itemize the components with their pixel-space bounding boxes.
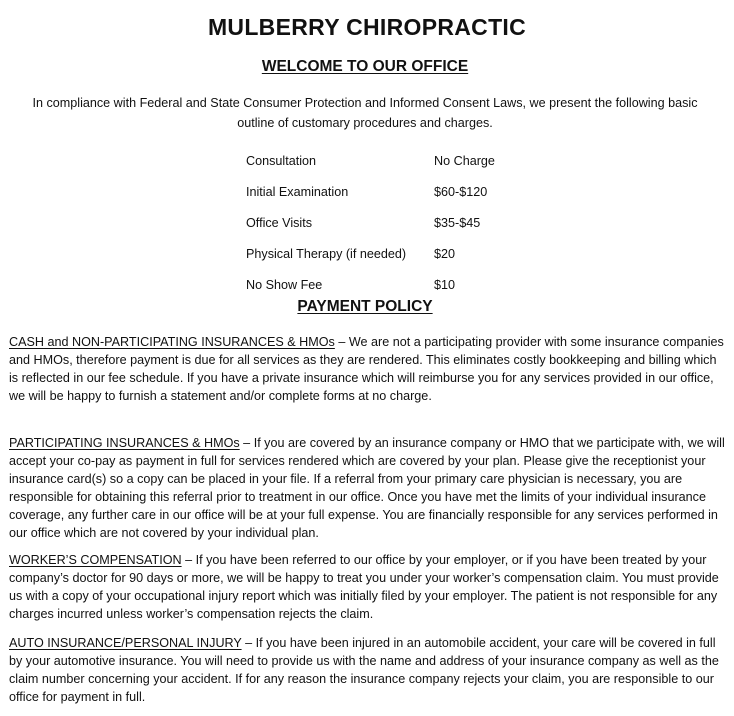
fee-service: Initial Examination	[246, 184, 349, 199]
fee-price: $20	[434, 246, 456, 261]
fee-row	[246, 176, 495, 207]
policy-section-text: – We are not a participating provider with some insurance companies and HMOs, therefore payment is due for all services as they are rendered. This eliminates costly bookkeeping and billing which is reflected in our fee schedule. If you have a private insurance which will reimburse you for any services provided in our office, we will be happy to furnish a statement and/or complete forms at no charge.	[9, 335, 724, 403]
intro-paragraph: In compliance with Federal and State Consumer Protection and Informed Consent Laws, we present the following basic outline of customary procedures and charges.	[32, 96, 698, 130]
fee-price: $60-$120	[434, 184, 488, 199]
policy-section-heading: WORKER’S COMPENSATION	[9, 553, 182, 567]
fee-price: $35-$45	[434, 215, 481, 230]
fee-price: No Charge	[434, 153, 495, 168]
fee-service: No Show Fee	[246, 277, 323, 292]
fee-service: Physical Therapy (if needed)	[246, 246, 407, 261]
policy-section-heading: AUTO INSURANCE/PERSONAL INJURY	[9, 636, 242, 650]
fee-row	[246, 238, 495, 269]
payment-policy-heading: PAYMENT POLICY	[297, 298, 433, 315]
policy-section-auto-insurance	[9, 634, 725, 706]
fee-row	[246, 207, 495, 238]
fee-service: Office Visits	[246, 215, 313, 230]
fee-price: $10	[434, 277, 456, 292]
policy-section-participating	[9, 434, 725, 542]
page-title: MULBERRY CHIROPRACTIC	[207, 14, 527, 40]
fee-service: Consultation	[246, 153, 317, 168]
policy-section-heading: PARTICIPATING INSURANCES & HMOs	[9, 436, 240, 450]
fee-row	[246, 269, 495, 300]
policy-section-heading: CASH and NON-PARTICIPATING INSURANCES & HMOs	[9, 335, 335, 349]
policy-section-text: – If you have been referred to our office by your employer, or if you have been treated by your company’s doctor for 90 days or more, we will be happy to treat you under your worker’s compensation claim. You must provide us with a copy of your occupational injury report which was initially filed by your employer. The patient is not responsible for any charges incurred unless worker’s compensation rejects the claim.	[9, 553, 719, 621]
policy-section-text: – If you are covered by an insurance company or HMO that we participate with, we will accept your co-pay as payment in full for services rendered which are covered by your plan. Please give the receptionist your insurance card(s) so a copy can be placed in your file. If a referral from your primary care physician is necessary, you are responsible for obtaining this referral prior to treatment in our office. Once you have met the limits of your individual insurance coverage, any further care in our office will be at your full expense. You are financially responsible for any services performed in our office which are not covered by your individual plan.	[9, 436, 725, 540]
fee-schedule-table	[246, 145, 495, 300]
policy-section-text: – If you have been injured in an automobile accident, your care will be covered in full by your automotive insurance. You will need to provide us with the name and address of your insurance company as well as the claim number concerning your accident. If for any reason the insurance company rejects your claim, you are responsible to our office for payment in full.	[9, 636, 719, 704]
fee-row	[246, 145, 495, 176]
policy-section-cash	[9, 333, 725, 405]
policy-section-workers-comp	[9, 551, 725, 623]
welcome-heading: WELCOME TO OUR OFFICE	[261, 58, 469, 75]
